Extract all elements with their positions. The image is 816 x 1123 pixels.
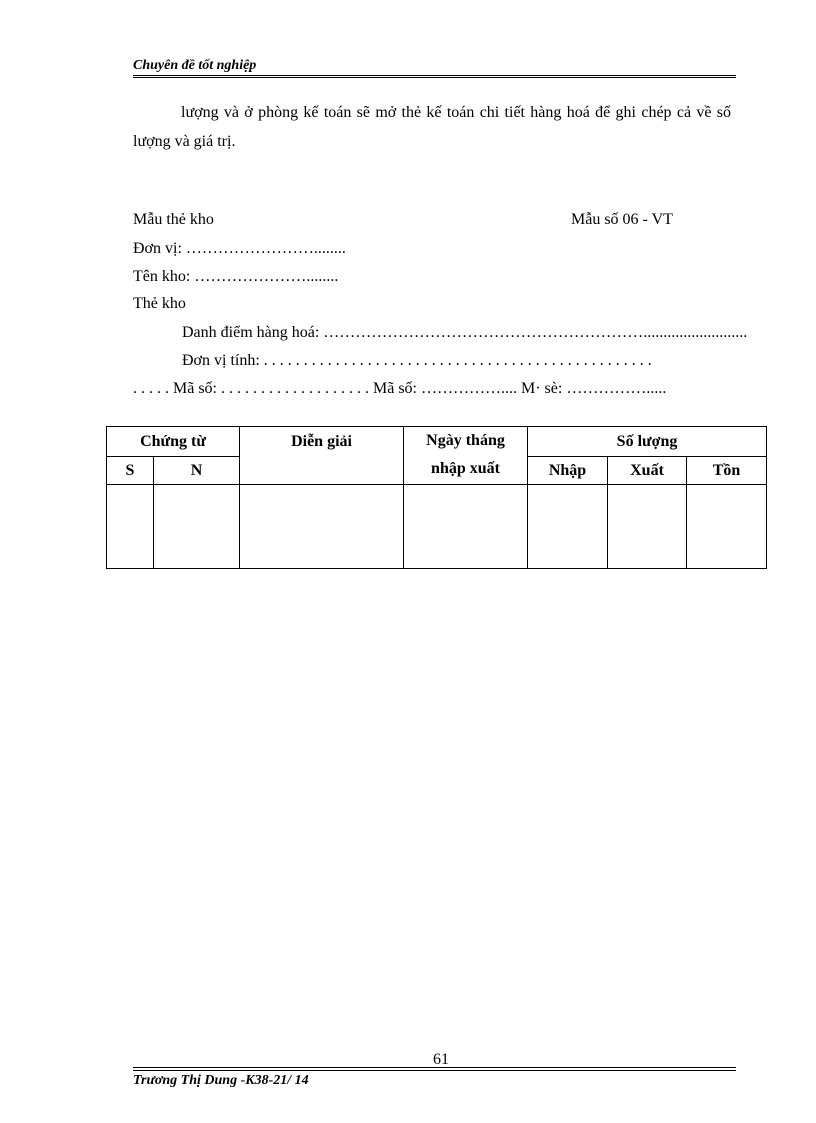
header-title: Chuyên đề tốt nghiệp xyxy=(133,58,257,73)
cell-date xyxy=(404,485,528,569)
header-out: Xuất xyxy=(608,457,687,485)
footer-rule xyxy=(133,1067,736,1068)
cell-n xyxy=(154,485,240,569)
header-date-line2: nhập xuất xyxy=(431,460,500,477)
footer-author: Trương Thị Dung -K38-21/ 14 xyxy=(133,1073,309,1088)
card-label: Thẻ kho xyxy=(133,295,186,312)
body-paragraph xyxy=(133,98,731,156)
table-row xyxy=(107,485,767,569)
cell-s xyxy=(107,485,154,569)
header-rule xyxy=(133,75,736,76)
page-number: 61 xyxy=(433,1051,449,1068)
cell-out xyxy=(608,485,687,569)
header-quantity: Số lượng xyxy=(528,427,767,457)
item-code-field: Danh điểm hàng hoá: …………………………………………………….......................... xyxy=(182,324,748,341)
header-balance: Tồn xyxy=(687,457,767,485)
header-n: N xyxy=(154,457,240,485)
header-date xyxy=(404,427,528,485)
stock-card-table xyxy=(106,426,767,569)
unit-field: Đơn vị: ……………………........ xyxy=(133,240,346,257)
paragraph-line-1: lượng và ở phòng kế toán sẽ mở thẻ kế toán chi tiết hàng hoá để ghi xyxy=(181,104,637,121)
cell-description xyxy=(240,485,404,569)
header-description: Diễn giải xyxy=(240,427,404,485)
form-code: Mẫu số 06 - VT xyxy=(571,211,673,228)
header-voucher: Chứng từ xyxy=(107,427,240,457)
warehouse-name-field: Tên kho: …………………........ xyxy=(133,268,339,285)
paragraph-line-2: chép cả về số lượng và giá trị. xyxy=(133,104,732,150)
codes-line: . . . . . Mã số: . . . . . . . . . . . . . . . . . . . Mã số: …………….... M· sè: ……………..... xyxy=(133,380,667,397)
form-title: Mẫu thẻ kho xyxy=(133,211,214,228)
footer-rule-double xyxy=(133,1070,736,1071)
header-s: S xyxy=(107,457,154,485)
header-in: Nhập xyxy=(528,457,608,485)
unit-of-measure-field: Đơn vị tính: . . . . . . . . . . . . . . . . . . . . . . . . . . . . . . . . . . . . . . . . . . . . . . . . . xyxy=(182,352,652,369)
cell-in xyxy=(528,485,608,569)
header-date-line1: Ngày tháng xyxy=(426,432,505,449)
cell-balance xyxy=(687,485,767,569)
header-rule-double xyxy=(133,77,736,78)
